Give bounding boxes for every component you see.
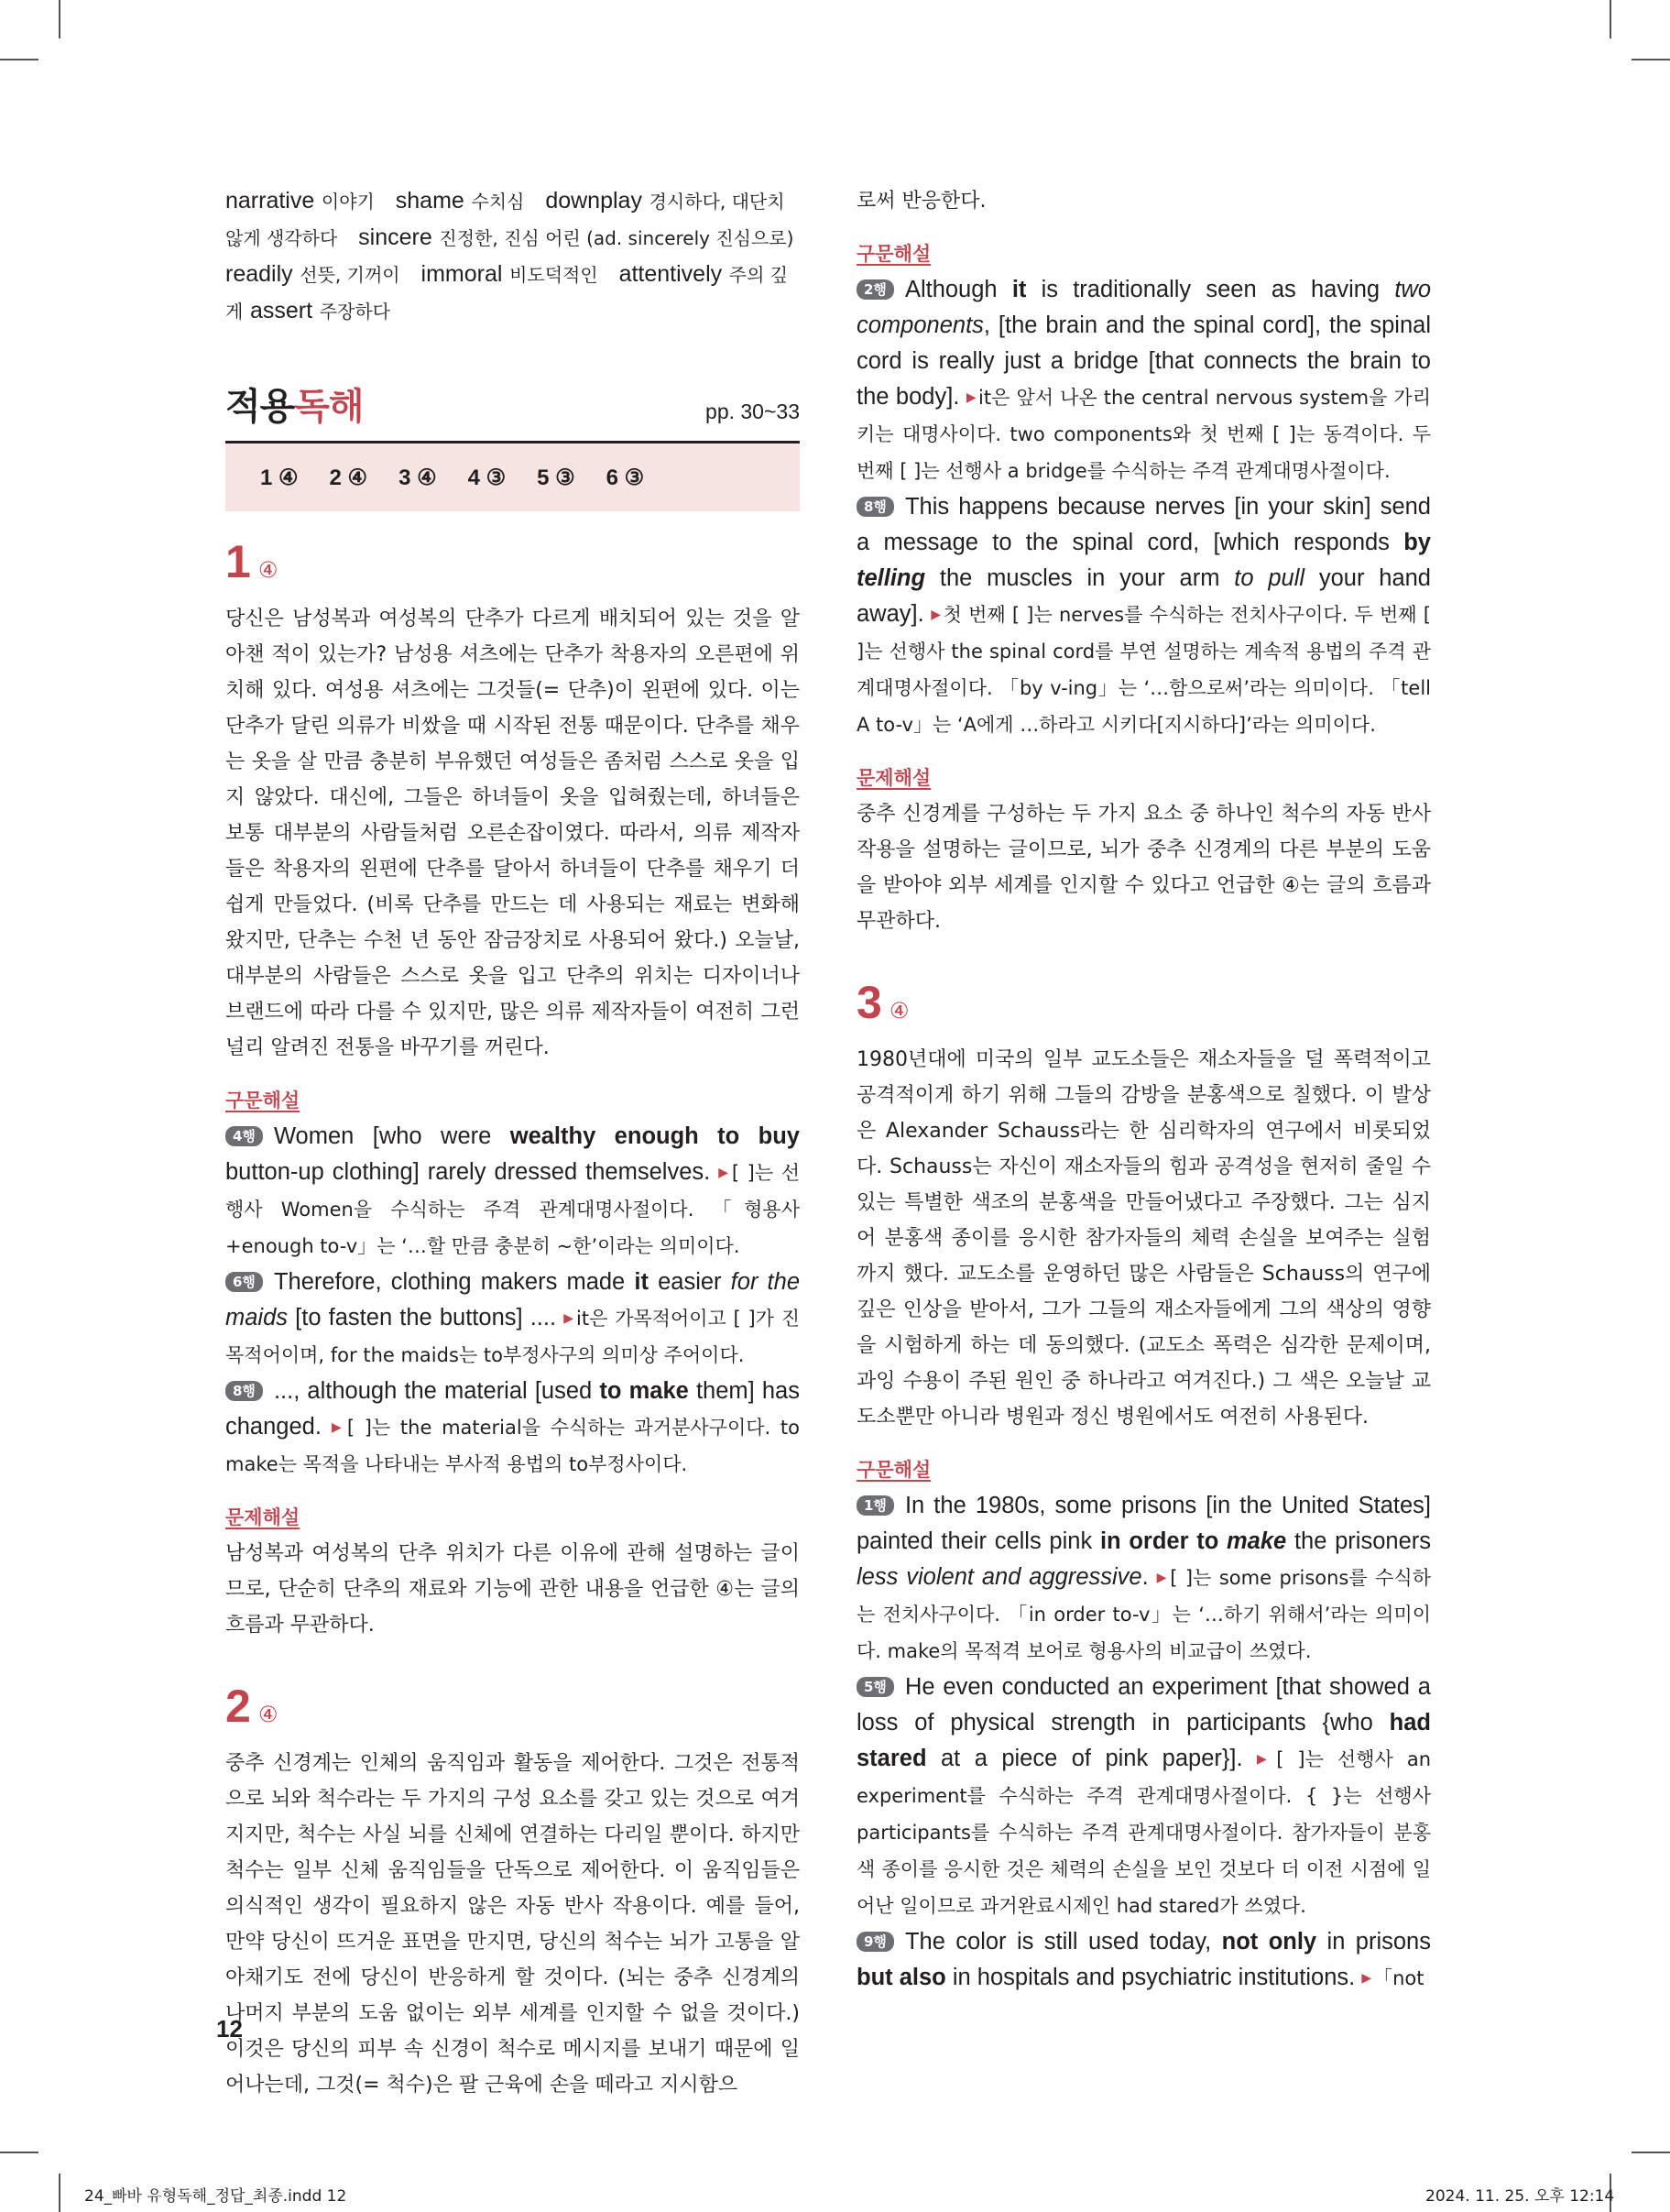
question-answer: ④ bbox=[257, 557, 278, 583]
crop-mark bbox=[0, 59, 38, 60]
crop-mark bbox=[0, 2152, 38, 2153]
translation-text: 중추 신경계는 인체의 움직임과 활동을 제어한다. 그것은 전통적으로 뇌와 척수라는 두 가지의 구성 요소를 갖고 있는 것으로 여겨지지만, 척수는 사실 뇌를 신체에 연결하는 다리일 뿐이다. 하지만 척수는 일부 신체 움직임들을 단독으로 제어한다. 이 움직임들은 의식적인 생각이 필요하지 않은 자동 반사 작용이다. 예를 들어, 만약 당신이 뜨거운 표면을 만지면, 당신의 척수는 뇌가 고통을 알아채기도 전에 당신이 반응하게 할 것이다. (뇌는 중추 신경계의 나머지 부분의 도움 없이는 외부 세계를 인지할 수 없을 것이다.) 이것은 당신의 피부 속 신경이 척수로 메시지를 보내기 때문에 일어나는데, 그것(= 척수)은 팔 근육에 손을 떼라고 지시함으 bbox=[225, 1752, 800, 2097]
section-header bbox=[225, 378, 800, 443]
syntax-explanation: it은 가목적어이고 [ ]가 진목적어이며, for the maids는 to부정사구의 의미상 주어이다. bbox=[225, 1308, 800, 1366]
vocab-word: sincere bbox=[358, 224, 432, 250]
syntax-explanation: [ ]는 the material을 수식하는 과거분사구이다. to make는 목적을 나타내는 부사적 용법의 to부정사이다. bbox=[225, 1417, 800, 1475]
syntax-label: 구문해설 bbox=[225, 1090, 300, 1111]
syntax-entry: 9행 The color is still used today, not only in prisons but also in hospitals and psychiatric institutions. ▶「not bbox=[857, 1929, 1431, 1990]
answer-item: 4 ③ bbox=[467, 465, 507, 490]
line-badge: 6행 bbox=[225, 1272, 263, 1292]
question-answer: ④ bbox=[257, 1702, 278, 1727]
vocab-list bbox=[225, 183, 800, 330]
arrow-icon: ▶ bbox=[1257, 1751, 1275, 1766]
line-badge: 5행 bbox=[857, 1677, 894, 1697]
syntax-explanation: [ ]는 some prisons를 수식하는 전치사구이다. 「in order to-v」는 ‘…하기 위해서’라는 의미이다. make의 목적격 보어로 형용사의 비교급이 쓰였다. bbox=[857, 1567, 1431, 1662]
vocab-word: downplay bbox=[545, 188, 642, 214]
section-title-black: 적용 bbox=[225, 386, 295, 428]
line-badge: 1행 bbox=[857, 1495, 894, 1516]
answer-item: 2 ④ bbox=[329, 465, 368, 490]
crop-mark bbox=[1632, 2152, 1670, 2153]
arrow-icon: ▶ bbox=[1156, 1570, 1169, 1584]
vocab-meaning: 주의 깊게 bbox=[225, 264, 789, 323]
vocab-word: shame bbox=[395, 188, 464, 214]
syntax-entry: 5행 He even conducted an experiment [that showed a loss of physical strength in participants {who had stared at a piece of pink paper}]. ▶[ ]는 선행사 an experiment를 수식하는 주격 관계대명사절이다. { }는 선행사 participants를 수식하는 주격 관계대명사절이다. 참가자들이 분홍색 종이를 응시한 것은 체력의 손실을 보인 것보다 더 이전 시점에 일어난 일이므로 과거완료시제인 had stared가 쓰였다. bbox=[857, 1674, 1432, 1917]
answer-item: 3 ④ bbox=[398, 465, 437, 490]
vocab-meaning: 경시하다, 대단치 않게 생각하다 bbox=[225, 191, 785, 249]
syntax-entry: 2행 Although it is traditionally seen as having two components, [the brain and the spinal cord], the spinal cord is really just a bridge [that connects the brain to the body]. ▶it은 앞서 나온 the central nervous system을 가리키는 대명사이다. two components와 첫 번째 [ ]는 동격이다. 두 번째 [ ]는 선행사 a bridge를 수식하는 주격 관계대명사절이다. bbox=[857, 277, 1431, 482]
right-column bbox=[857, 183, 1431, 1997]
question-number: 2 bbox=[225, 1681, 251, 1732]
arrow-icon: ▶ bbox=[1361, 1970, 1372, 1985]
vocab-meaning: 주장하다 bbox=[319, 301, 390, 323]
arrow-icon: ▶ bbox=[931, 607, 942, 621]
arrow-icon: ▶ bbox=[563, 1310, 575, 1325]
question-heading bbox=[225, 536, 800, 587]
vocab-meaning: 진정한, 진심 어린 (ad. sincerely 진심으로) bbox=[439, 227, 794, 249]
question-heading bbox=[225, 1681, 800, 1732]
question-heading bbox=[857, 977, 1431, 1028]
line-badge: 8행 bbox=[857, 497, 894, 517]
crop-mark bbox=[59, 2174, 60, 2212]
arrow-icon: ▶ bbox=[332, 1419, 345, 1434]
syntax-explanation: [ ]는 선행사 an experiment를 수식하는 주격 관계대명사절이다. { }는 선행사 participants를 수식하는 주격 관계대명사절이다. 참가자들이 분홍색 종이를 응시한 것은 체력의 손실을 보인 것보다 더 이전 시점에 일어난 일이므로 과거완료시제인 had stared가 쓰였다. bbox=[857, 1748, 1432, 1917]
vocab-word: readily bbox=[225, 261, 293, 287]
crop-mark bbox=[59, 0, 60, 38]
question-number: 1 bbox=[225, 536, 251, 587]
syntax-label: 구문해설 bbox=[857, 243, 932, 265]
translation-text: 당신은 남성복과 여성복의 단추가 다르게 배치되어 있는 것을 알아챈 적이 있는가? 남성용 셔츠에는 단추가 착용자의 오른편에 위치해 있다. 여성용 셔츠에는 그것들(= 단추)이 왼편에 있다. 이는 단추가 달린 의류가 비쌌을 때 시작된 전통 때문이다. 단추를 채우는 옷을 살 만큼 충분히 부유했던 여성들은 좀처럼 스스로 옷을 입지 않았다. 대신에, 그들은 하녀들이 옷을 입혀줬는데, 하녀들은 보통 대부분의 사람들처럼 오른손잡이였다. 따라서, 의류 제작자들은 착용자의 왼편에 단추를 달아서 하녀들이 단추를 채우기 더 쉽게 만들었다. (비록 단추를 만드는 데 사용되는 재료는 변화해 왔지만, 단추는 수천 년 동안 잠금장치로 사용되어 왔다.) 오늘날, 대부분의 사람들은 스스로 옷을 입고 단추의 위치는 디자이너나 브랜드에 따라 다를 수 있지만, 많은 의류 제작자들이 여전히 그런 널리 알려진 전통을 바꾸기를 꺼린다. bbox=[225, 608, 800, 1059]
problem-text: 남성복과 여성복의 단추 위치가 다른 이유에 관해 설명하는 글이므로, 단순히 단추의 재료와 기능에 관한 내용을 언급한 ④는 글의 흐름과 무관하다. bbox=[225, 1542, 800, 1637]
syntax-entry: 8행 ..., although the material [used to make them] has changed. ▶[ ]는 the material을 수식하는 과거분사구이다. to make는 목적을 나타내는 부사적 용법의 to부정사이다. bbox=[225, 1378, 800, 1475]
vocab-meaning: 비도덕적인 bbox=[509, 264, 598, 286]
vocab-meaning: 수치심 bbox=[471, 191, 525, 213]
footer-timestamp: 2024. 11. 25. 오후 12:14 bbox=[1425, 2187, 1615, 2206]
footer-filename: 24_빠바 유형독해_정답_최종.indd 12 bbox=[84, 2187, 347, 2206]
syntax-entry: 1행 In the 1980s, some prisons [in the United States] painted their cells pink in order to make the prisoners less violent and aggressive. ▶[ ]는 some prisons를 수식하는 전치사구이다. 「in order to-v」는 ‘…하기 위해서’라는 의미이다. make의 목적격 보어로 형용사의 비교급이 쓰였다. bbox=[857, 1493, 1431, 1662]
vocab-word: immoral bbox=[420, 261, 503, 287]
answer-item: 5 ③ bbox=[537, 465, 575, 490]
syntax-explanation: [ ]는 선행사 Women을 수식하는 주격 관계대명사절이다. 「형용사+enough to-v」는 ‘…할 만큼 충분히 ~한’이라는 의미이다. bbox=[225, 1162, 800, 1257]
answer-key bbox=[225, 443, 800, 511]
arrow-icon: ▶ bbox=[718, 1165, 730, 1179]
vocab-meaning: 이야기 bbox=[321, 191, 375, 213]
left-column bbox=[225, 183, 800, 2103]
vocab-word: attentively bbox=[618, 261, 723, 287]
section-pages: pp. 30~33 bbox=[705, 400, 800, 423]
syntax-entry: 8행 This happens because nerves [in your skin] send a message to the spinal cord, [which responds by telling the muscles in your arm to pull your hand away]. ▶첫 번째 [ ]는 nerves를 수식하는 전치사구이다. 두 번째 [ ]는 선행사 the spinal cord를 부연 설명하는 계속적 용법의 주격 관계대명사절이다. 「by v-ing」는 ‘…함으로써’라는 의미이다. 「tell A to-v」는 ‘A에게 …하라고 시키다[지시하다]’라는 의미이다. bbox=[857, 494, 1431, 736]
problem-label: 문제해설 bbox=[225, 1506, 300, 1528]
arrow-icon: ▶ bbox=[966, 389, 977, 404]
translation-text: 로써 반응한다. bbox=[857, 190, 987, 213]
page-number: 12 bbox=[216, 2015, 243, 2042]
line-badge: 4행 bbox=[225, 1126, 263, 1146]
question-answer: ④ bbox=[889, 998, 910, 1024]
syntax-entry: 4행 Women [who were wealthy enough to buy button-up clothing] rarely dressed themselves. ▶[ ]는 선행사 Women을 수식하는 주격 관계대명사절이다. 「형용사+enough to-v」는 ‘…할 만큼 충분히 ~한’이라는 의미이다. bbox=[225, 1123, 800, 1257]
question-number: 3 bbox=[857, 977, 882, 1028]
translation-text: 1980년대에 미국의 일부 교도소들은 재소자들을 덜 폭력적이고 공격적이게 하기 위해 그들의 감방을 분홍색으로 칠했다. 이 발상은 Alexander Schauss라는 한 심리학자의 연구에서 비롯되었다. Schauss는 자신이 재소자들의 힘과 공격성을 현저히 줄일 수 있는 특별한 색조의 분홍색을 만들어냈다고 주장했다. 그는 심지어 분홍색 종이를 응시한 참가자들의 체력 손실을 보여주는 실험까지 했다. 교도소를 운영하던 많은 사람들은 Schauss의 연구에 깊은 인상을 받아서, 그가 그들의 재소자들에게 그의 색상의 영향을 시험하게 하는 데 동의했다. (교도소 폭력은 심각한 문제이며, 과잉 수용이 주된 원인 중 하나라고 여겨진다.) 그 색은 오늘날 교도소뿐만 아니라 병원과 정신 병원에서도 여전히 사용된다. bbox=[857, 1048, 1431, 1429]
vocab-meaning: 선뜻, 기꺼이 bbox=[300, 264, 400, 286]
syntax-entry: 6행 Therefore, clothing makers made it easier for the maids [to fasten the buttons] .... ▶it은 가목적어이고 [ ]가 진목적어이며, for the maids는 to부정사구의 의미상 주어이다. bbox=[225, 1269, 801, 1366]
line-badge: 2행 bbox=[857, 279, 894, 300]
vocab-word: assert bbox=[249, 298, 313, 323]
problem-text: 중추 신경계를 구성하는 두 가지 요소 중 하나인 척수의 자동 반사 작용을 설명하는 글이므로, 뇌가 중추 신경계의 다른 부분의 도움을 받아야 외부 세계를 인지할 수 있다고 언급한 ④는 글의 흐름과 무관하다. bbox=[857, 803, 1431, 933]
crop-mark bbox=[1610, 0, 1611, 38]
line-badge: 8행 bbox=[225, 1381, 263, 1401]
syntax-explanation: it은 앞서 나온 the central nervous system을 가리키는 대명사이다. two components와 첫 번째 [ ]는 동격이다. 두 번째 [ ]는 선행사 a bridge를 수식하는 주격 관계대명사절이다. bbox=[857, 387, 1431, 482]
line-badge: 9행 bbox=[857, 1932, 894, 1952]
syntax-explanation: 첫 번째 [ ]는 nerves를 수식하는 전치사구이다. 두 번째 [ ]는 선행사 the spinal cord를 부연 설명하는 계속적 용법의 주격 관계대명사절이다. 「by v-ing」는 ‘…함으로써’라는 의미이다. 「tell A to-v」는 ‘A에게 …하라고 시키다[지시하다]’라는 의미이다. bbox=[857, 604, 1431, 736]
section-title bbox=[225, 378, 364, 430]
syntax-explanation: 「not bbox=[1373, 1967, 1424, 1989]
answer-item: 6 ③ bbox=[606, 465, 645, 490]
problem-label: 문제해설 bbox=[857, 767, 932, 789]
answer-item: 1 ④ bbox=[260, 465, 299, 490]
syntax-label: 구문해설 bbox=[857, 1459, 932, 1481]
section-title-red: 독해 bbox=[294, 386, 364, 428]
vocab-word: narrative bbox=[225, 188, 315, 214]
crop-mark bbox=[1632, 59, 1670, 60]
